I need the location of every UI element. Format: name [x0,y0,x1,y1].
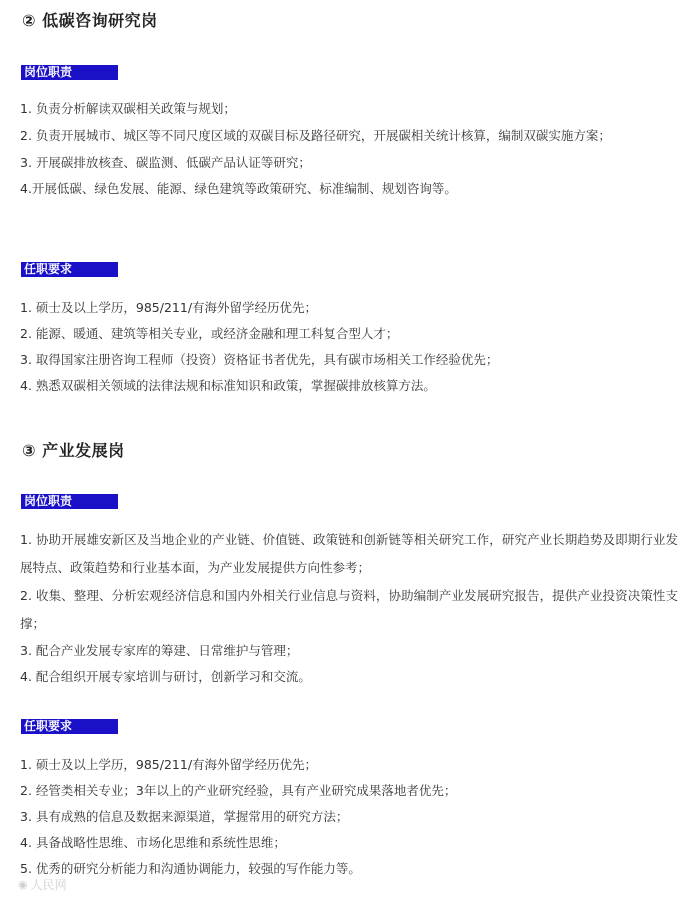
list-item: 3. 取得国家注册咨询工程师（投资）资格证书者优先，具有碳市场相关工作经验优先； [20,352,499,367]
list-item: 4. 具备战略性思维、市场化思维和系统性思维； [20,835,286,850]
list-item: 2. 经管类相关专业；3年以上的产业研究经验，具有产业研究成果落地者优先； [20,783,457,798]
list-item: 1. 协助开展雄安新区及当地企业的产业链、价值链、政策链和创新链等相关研究工作，研究产业长期趋势及即期行业发展特点、政策趋势和行业基本面，为产业发展提供方向性参考； [20,532,678,575]
list-item: 4. 配合组织开展专家培训与研讨，创新学习和交流。 [20,669,311,684]
list-item: 3. 开展碳排放核查、碳监测、低碳产品认证等研究； [20,155,311,170]
list-item: 1. 硕士及以上学历，985/211/有海外留学经历优先； [20,300,318,315]
tag-responsibilities: 岗位职责 [21,65,118,80]
list-item: 4.开展低碳、绿色发展、能源、绿色建筑等政策研究、标准编制、规划咨询等。 [20,181,457,196]
section-title: ② 低碳咨询研究岗 [22,11,158,30]
responsibilities-list [0,526,698,690]
list-item: 5. 优秀的研究分析能力和沟通协调能力，较强的写作能力等。 [20,861,361,876]
requirements-list [0,295,698,399]
list-item: 3. 具有成熟的信息及数据来源渠道，掌握常用的研究方法； [20,809,349,824]
section-industry-development [0,440,698,876]
requirements-list [0,752,698,882]
list-item: 2. 负责开展城市、城区等不同尺度区域的双碳目标及路径研究，开展碳相关统计核算，编制双碳实施方案； [20,128,611,143]
tag-requirements: 任职要求 [21,719,118,734]
list-item: 2. 能源、暖通、建筑等相关专业，或经济金融和理工科复合型人才； [20,326,399,341]
list-item: 1. 硕士及以上学历，985/211/有海外留学经历优先； [20,757,318,772]
list-item: 3. 配合产业发展专家库的筹建、日常维护与管理； [20,643,299,658]
list-item: 1. 负责分析解读双碳相关政策与规划； [20,101,236,116]
tag-requirements: 任职要求 [21,262,118,277]
tag-responsibilities: 岗位职责 [21,494,118,509]
list-item: 4. 熟悉双碳相关领域的法律法规和标准知识和政策，掌握碳排放核算方法。 [20,378,436,393]
responsibilities-list [0,96,698,202]
watermark-text: 人民网 [30,878,67,892]
list-item: 2. 收集、整理、分析宏观经济信息和国内外相关行业信息与资料，协助编制产业发展研究报告，提供产业投资决策性支撑； [20,588,678,631]
section-title: ③ 产业发展岗 [22,441,125,460]
watermark [18,876,67,893]
section-low-carbon-research [0,10,698,393]
camera-icon: ◉ [18,878,28,891]
